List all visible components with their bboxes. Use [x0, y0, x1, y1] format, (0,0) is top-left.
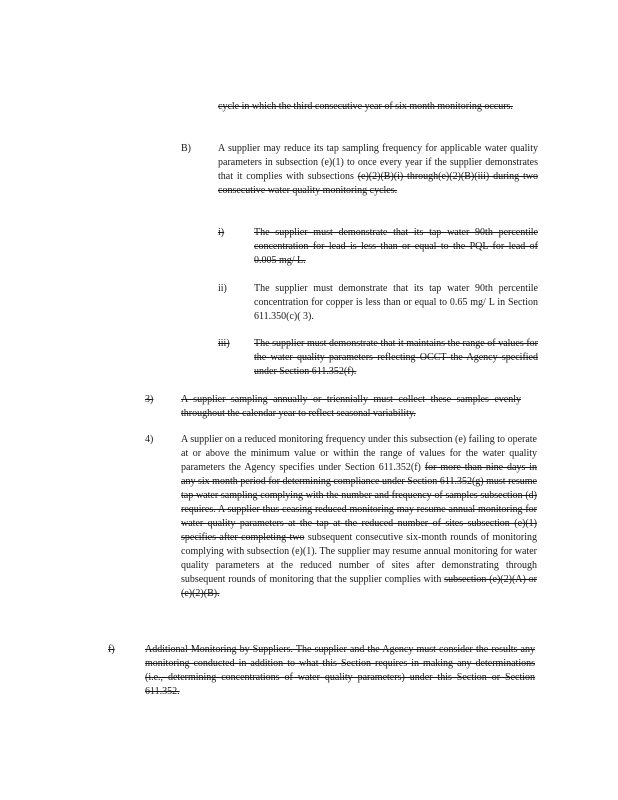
item-b-text — [218, 142, 538, 198]
item-i-text: The supplier must demonstrate that its tap water 90th percentile concentration for lead is less than or equal to the PQL for lead of 0.005 mg/ L. — [254, 227, 538, 266]
item-label-b: B) — [181, 143, 191, 154]
item-label-iii: iii) — [218, 338, 230, 349]
item-label-ii: ii) — [218, 283, 227, 294]
item-iii-text: The supplier must demonstrate that it maintains the range of values for the water quality parameters reflecting OCCT the Agency specified under Section 611.352(f). — [254, 338, 538, 377]
item-4-text-plain-1: A supplier on a reduced monitoring frequency under this subsection (e) failing to operate at or above the minimum value or within the range of values for the water quality parameters the Agency specifies under Section 611.352(f) — [181, 434, 537, 473]
item-4-text-plain-2: subsequent consecutive six-month rounds of monitoring complying with subsection (e)(1). The supplier may resume annual monitoring for water quality parameters at the reduced number of sites after demonstrating through subsequent rounds of monitoring that the supplier complies with — [181, 532, 537, 585]
item-f-text: Additional Monitoring by Suppliers. The supplier and the Agency must consider the results any monitoring conducted in addition to what this Section requires in making any determinations (i.e., determining concentrations of water quality parameters) under this Section or Section 611.352. — [145, 644, 535, 697]
item-4-text-struck: for more than nine days in any six month period for determining compliance under Section 611.352(g) must resume tap water sampling complying with the number and frequency of samples subsection (d) requires. A supplier thus ceasing reduced monitoring may resume annual monitoring for water quality parameters at the tap at the reduced number of sites subsection (e)(1) specifies after completing two — [181, 462, 538, 543]
continuation-text: cycle in which the third consecutive year of six month monitoring occurs. — [218, 101, 513, 112]
item-4-text-struck-2: subsection (e)(2)(A) or (e)(2)(B). — [181, 574, 538, 599]
item-b-text-plain: A supplier may reduce its tap sampling frequency for applicable water quality parameters in subsection (e)(1) to once every year if the supplier demonstrates that it complies with subsections — [218, 143, 538, 182]
item-3-text: A supplier sampling annually or triennially must collect these samples evenly throughout the calendar year to reflect seasonal variability. — [181, 394, 521, 419]
item-label-f: f) — [108, 644, 115, 655]
item-b-text-struck: (e)(2)(B)(i) through(e)(2)(B)(iii) during two consecutive water quality monitoring cycles. — [218, 171, 538, 196]
item-ii-text: The supplier must demonstrate that its tap water 90th percentile concentration for copper is less than or equal to 0.65 mg/ L in Section 611.350(c)( 3). — [254, 283, 538, 322]
item-label-4: 4) — [145, 434, 154, 445]
item-4-text — [181, 433, 537, 601]
item-label-i: i) — [218, 227, 225, 238]
item-label-3: 3) — [145, 394, 154, 405]
